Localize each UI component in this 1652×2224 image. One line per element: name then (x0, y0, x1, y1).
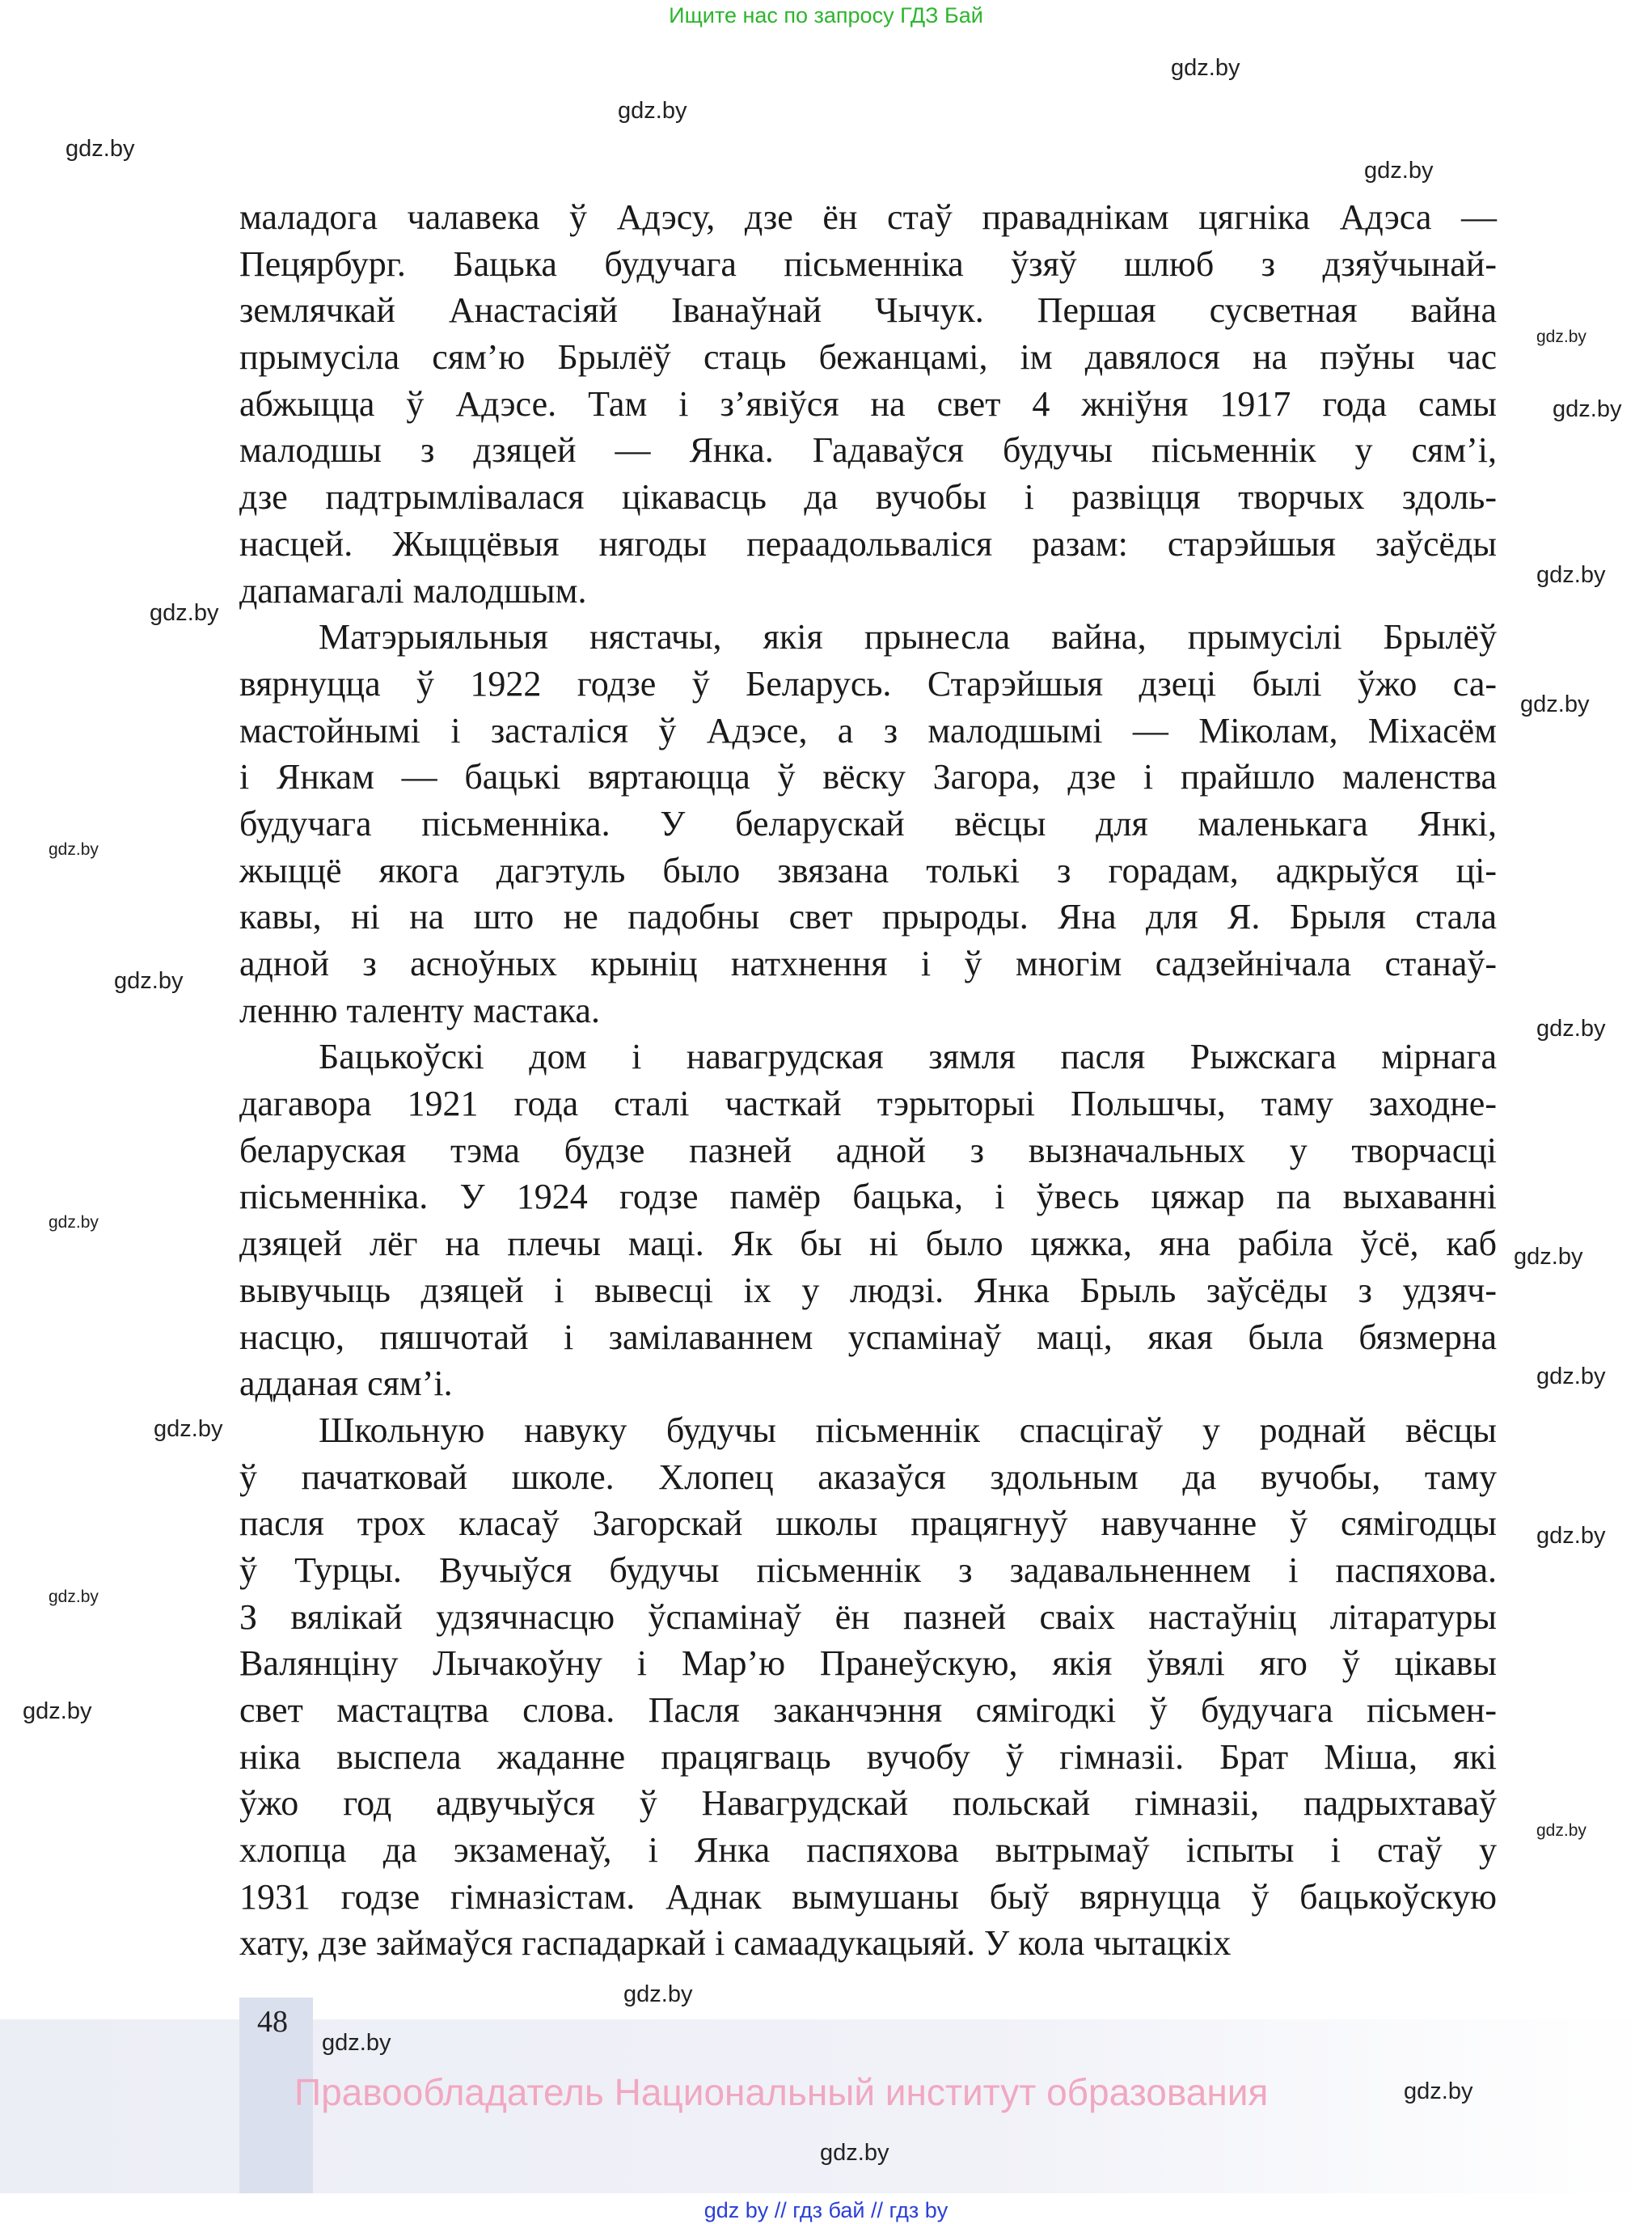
text-line: 1931 годзе гімназістам. Аднак вымушаны быў вярнуцца ў бацькоўскую (239, 1876, 1497, 1917)
gdz-watermark: gdz.by (1536, 1523, 1606, 1549)
gdz-watermark: gdz.by (1536, 1821, 1587, 1840)
text-line: ўжо год адвучыўся ў Навагрудскай польскай гімназіі, падрыхтаваў (239, 1783, 1497, 1824)
text-line: хату, дзе займаўся гаспадаркай і самаадукацыяй. У кола чытацкіх (239, 1923, 1232, 1964)
gdz-watermark: gdz.by (49, 840, 99, 859)
text-line: землячкай Анастасіяй Іванаўнай Чычук. Першая сусветная вайна (239, 290, 1497, 331)
text-line: пісьменніка. У 1924 годзе памёр бацька, і ўвесь цяжар па выхаванні (239, 1177, 1497, 1217)
text-line: пасля трох класаў Загорскай школы працягнуў навучанне ў сямігодцы (239, 1503, 1497, 1544)
gdz-watermark: gdz.by (154, 1416, 223, 1442)
text-line: насцей. Жыццёвыя нягоды пераадольваліся разам: старэйшыя заўсёды (239, 523, 1497, 564)
text-line: ў пачатковай школе. Хлопец аказаўся здольным да вучобы, таму (239, 1457, 1497, 1497)
gdz-watermark: gdz.by (150, 600, 219, 626)
gdz-watermark: gdz.by (820, 2140, 889, 2166)
body-text (239, 194, 1497, 1967)
text-line: маладога чалавека ў Адэсу, дзе ён стаў праваднікам цягніка Адэса — (239, 197, 1497, 237)
gdz-watermark: gdz.by (1536, 1016, 1606, 1042)
text-line: Валянціну Лычакоўну і Мар’ю Пранеўскую, якія ўвялі яго ў цікавы (239, 1643, 1497, 1684)
gdz-watermark: gdz.by (23, 1698, 92, 1724)
gdz-watermark: gdz.by (1536, 328, 1587, 346)
text-line: свет мастацтва слова. Пасля заканчэння сямігодкі ў будучага пісьмен- (239, 1690, 1497, 1730)
text-line: вывучыць дзяцей і вывесці іх у людзі. Янка Брыль заўсёды з удзяч- (239, 1270, 1497, 1310)
text-line: прымусіла сям’ю Брылёў стаць бежанцамі, ім давялося на пэўны час (239, 337, 1497, 378)
text-line: жыццё якога дагэтуль было звязана толькі з горадам, адкрыўся ці- (239, 850, 1497, 890)
paragraph (239, 614, 1497, 1034)
gdz-watermark: gdz.by (322, 2030, 391, 2056)
gdz-watermark: gdz.by (1536, 1364, 1606, 1389)
text-line: абжыцца ў Адэсе. Там і з’явіўся на свет 4 жніўня 1917 года самы (239, 383, 1497, 424)
gdz-watermark: gdz.by (1520, 691, 1590, 717)
gdz-watermark: gdz.by (1514, 1244, 1583, 1270)
text-line: дзе падтрымлівалася цікавасць да вучобы і развіцця творчых здоль- (239, 477, 1497, 518)
text-line: дапамагалі малодшым. (239, 570, 587, 611)
gdz-watermark: gdz.by (65, 136, 135, 162)
gdz-watermark: gdz.by (1364, 158, 1434, 184)
text-line: адной з асноўных крыніц натхнення і ў многім садзейнічала станаў- (239, 944, 1497, 983)
gdz-watermark: gdz.by (618, 98, 687, 124)
text-line: Пецярбург. Бацька будучага пісьменніка ўзяў шлюб з дзяўчынай- (239, 243, 1497, 284)
text-line: хлопца да экзаменаў, і Янка паспяхова вытрымаў іспыты і стаў у (239, 1830, 1497, 1871)
text-line: насцю, пяшчотай і замілаваннем успамінаў маці, якая была бязмерна (239, 1317, 1497, 1357)
text-line: малодшы з дзяцей — Янка. Гадаваўся будучы пісьменнік у сям’і, (239, 430, 1497, 471)
text-line: ленню таленту мастака. (239, 990, 600, 1030)
text-line: кавы, ні на што не падобны свет прыроды. Яна для Я. Брыля стала (239, 897, 1497, 937)
search-banner[interactable]: Ищите нас по запросу ГДЗ Бай (669, 3, 983, 27)
text-line: і Янкам — бацькі вяртаюцца ў вёску Загора, дзе і прайшло маленства (239, 757, 1497, 797)
gdz-watermark: gdz.by (1404, 2078, 1473, 2104)
gdz-watermark: gdz.by (114, 968, 184, 994)
text-line: адданая сям’і. (239, 1364, 453, 1404)
text-line: будучага пісьменніка. У беларускай вёсцы для маленькага Янкі, (239, 803, 1497, 844)
paragraph (239, 1034, 1497, 1407)
text-line: ніка выспела жаданне працягваць вучобу ў гімназіі. Брат Міша, які (239, 1736, 1497, 1777)
text-line: дагавора 1921 года сталі часткай тэрыторыі Польшчы, таму заходне- (239, 1084, 1497, 1124)
copyright-watermark: Правообладатель Национальный институт образования (294, 2071, 1269, 2113)
text-line: З вялікай удзячнасцю ўспамінаў ён пазней сваіх настаўніц літаратуры (239, 1596, 1497, 1637)
text-line: беларуская тэма будзе пазней адной з вызначальных у творчасці (239, 1130, 1497, 1170)
footer-links[interactable]: gdz by // гдз бай // гдз by (703, 2198, 949, 2222)
gdz-watermark: gdz.by (623, 1981, 693, 2007)
text-line: Матэрыяльныя нястачы, якія прынесла вайна, прымусілі Брылёў (319, 617, 1497, 657)
gdz-watermark: gdz.by (1171, 55, 1240, 81)
gdz-watermark: gdz.by (1553, 396, 1622, 422)
text-line: Бацькоўскі дом і навагрудская зямля пасля Рыжскага мірнага (319, 1037, 1497, 1077)
gdz-watermark: gdz.by (1536, 562, 1606, 588)
text-line: дзяцей лёг на плечы маці. Як бы ні было цяжка, яна рабіла ўсё, каб (239, 1224, 1497, 1264)
gdz-watermark: gdz.by (49, 1588, 99, 1606)
paragraph (239, 194, 1497, 614)
page-number: 48 (257, 2005, 288, 2039)
text-line: Школьную навуку будучы пісьменнік спасцігаў у роднай вёсцы (319, 1410, 1497, 1450)
gdz-watermark: gdz.by (49, 1213, 99, 1232)
paragraph (239, 1407, 1497, 1967)
text-line: ў Турцы. Вучыўся будучы пісьменнік з задавальненнем і паспяхова. (239, 1550, 1497, 1590)
text-line: мастойнымі і засталіся ў Адэсе, а з малодшымі — Міколам, Міхасём (239, 710, 1497, 750)
text-line: вярнуцца ў 1922 годзе ў Беларусь. Старэйшыя дзеці былі ўжо са- (239, 663, 1497, 704)
